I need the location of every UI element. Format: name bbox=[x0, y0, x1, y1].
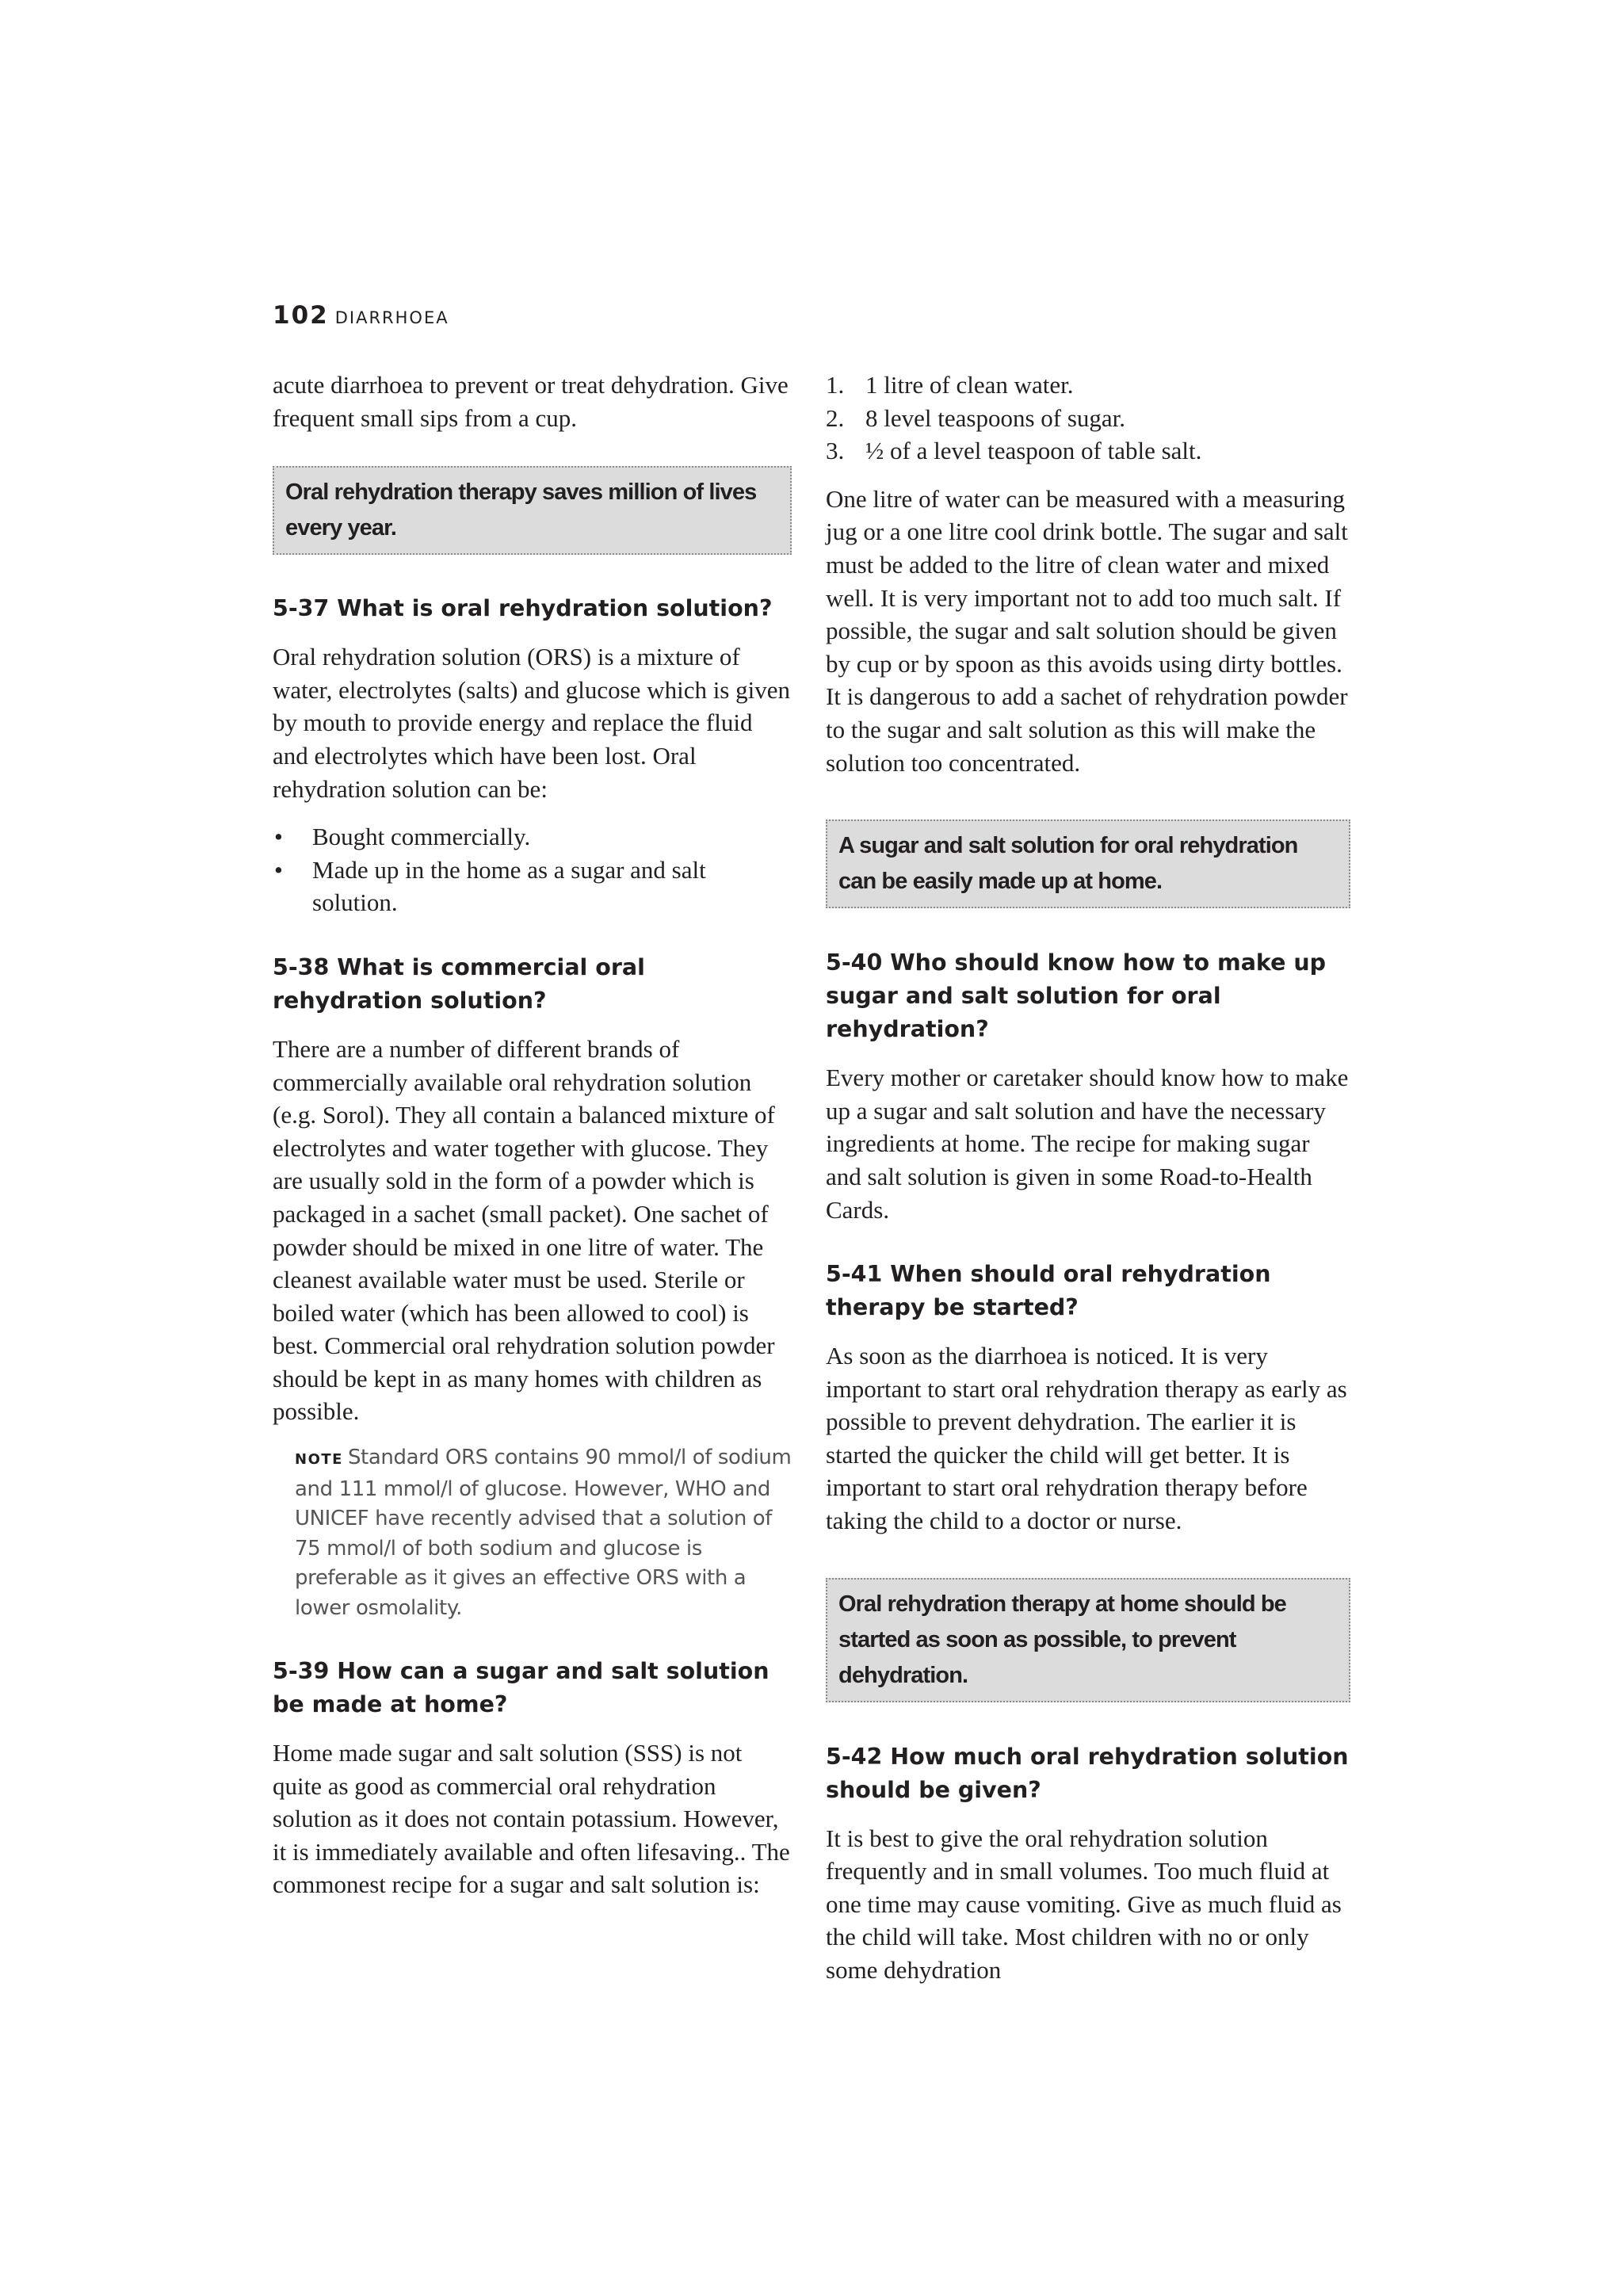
answer-paragraph-5-40: Every mother or caretaker should know how to make up a sugar and salt solution and have the necessary ingredients at home. The recipe for making sugar and salt solution is given in some Road-to-Health Cards. bbox=[826, 1064, 1349, 1224]
note bbox=[295, 1443, 792, 1623]
right-column bbox=[826, 369, 1350, 1987]
running-title: DIARRHOEA bbox=[334, 308, 449, 327]
callout-box: A sugar and salt solution for oral rehydration can be easily made up at home. bbox=[826, 819, 1350, 908]
answer-paragraph-5-42: It is best to give the oral rehydration solution frequently and in small volumes. Too much fluid at one time may cause vomiting. Give as much fluid as the child will take. Most children with no or only some dehydration bbox=[826, 1824, 1342, 1985]
intro-paragraph: acute diarrhoea to prevent or treat dehydration. Give frequent small sips from a cup. bbox=[273, 371, 789, 432]
answer-paragraph-5-39: Home made sugar and salt solution (SSS) is not quite as good as commercial oral rehydration solution as it does not contain potassium. However, it is immediately available and often lifesaving.. The commonest recipe for a sugar and salt solution is: bbox=[273, 1739, 790, 1899]
list-item: • Bought commercially. bbox=[273, 820, 792, 854]
question-heading-5-39: 5-39 How can a sugar and salt solution be made at home? bbox=[273, 1658, 769, 1718]
list-item bbox=[826, 402, 1350, 435]
recipe-list bbox=[826, 369, 1350, 468]
list-number: 3. bbox=[826, 437, 845, 465]
recipe-paragraph: One litre of water can be measured with a measuring jug or a one litre cool drink bottle. The sugar and salt must be added to the litre of clean water and mixed well. It is very important not to add too much salt. If possible, the sugar and salt solution should be given by cup or by spoon as this avoids using dirty bottles. It is dangerous to add a sachet of rehydration powder to the sugar and salt solution as this will make the solution too concentrated. bbox=[826, 484, 1348, 777]
question-heading-5-37: 5-37 What is oral rehydration solution? bbox=[273, 595, 773, 622]
list-number: 2. bbox=[826, 403, 845, 432]
question-heading-5-41: 5-41 When should oral rehydration therapy be started? bbox=[826, 1261, 1271, 1321]
list-item bbox=[826, 434, 1350, 468]
answer-paragraph-5-37: Oral rehydration solution (ORS) is a mixture of water, electrolytes (salts) and glucose which is given by mouth to provide energy and replace the fluid and electrolytes which have been lost. Oral rehydration solution can be: bbox=[273, 643, 790, 803]
question-heading-5-42: 5-42 How much oral rehydration solution should be given? bbox=[826, 1743, 1349, 1803]
answer-paragraph-5-41: As soon as the diarrhoea is noticed. It is very important to start oral rehydration therapy as early as possible to prevent dehydration. The earlier it is started the quicker the child will get better. It is important to start oral rehydration therapy before taking the child to a doctor or nurse. bbox=[826, 1342, 1347, 1535]
answer-paragraph-5-38: There are a number of different brands of commercially available oral rehydration solution (e.g. Sorol). They all contain a balanced mixture of electrolytes and water together with glucose. They are usually sold in the form of a powder which is packaged in a sachet (small packet). One sachet of powder should be mixed in one litre of water. The cleanest available water must be used. Sterile or boiled water (which has been allowed to cool) is best. Commercial oral rehydration solution powder should be kept in as many homes with children as possible. bbox=[273, 1034, 775, 1426]
callout-box: Oral rehydration therapy at home should be started as soon as possible, to prevent dehydration. bbox=[826, 1578, 1350, 1702]
page-number: 102 bbox=[273, 301, 329, 330]
callout-box: Oral rehydration therapy saves million of lives every year. bbox=[273, 466, 792, 555]
question-heading-5-38: 5-38 What is commercial oral rehydration solution? bbox=[273, 953, 645, 1014]
page-header bbox=[273, 300, 449, 336]
note-text: Standard ORS contains 90 mmol/l of sodium and 111 mmol/l of glucose. However, WHO and UNICEF have recently advised that a solution of 75 mmol/l of both sodium and glucose is preferable as it gives an effective ORS with a lower osmolality. bbox=[295, 1446, 792, 1620]
list-text: ½ of a level teaspoon of table salt. bbox=[865, 437, 1202, 465]
list-text: 1 litre of clean water. bbox=[865, 371, 1074, 399]
note-label: NOTE bbox=[295, 1451, 343, 1469]
bullet-list bbox=[273, 820, 792, 919]
list-item bbox=[826, 369, 1350, 402]
list-number: 1. bbox=[826, 371, 845, 399]
question-heading-5-40: 5-40 Who should know how to make up sugar and salt solution for oral rehydration? bbox=[826, 949, 1327, 1043]
list-text: 8 level teaspoons of sugar. bbox=[865, 403, 1126, 432]
left-column bbox=[273, 369, 792, 1901]
list-item: • Made up in the home as a sugar and salt solution. bbox=[273, 854, 792, 919]
